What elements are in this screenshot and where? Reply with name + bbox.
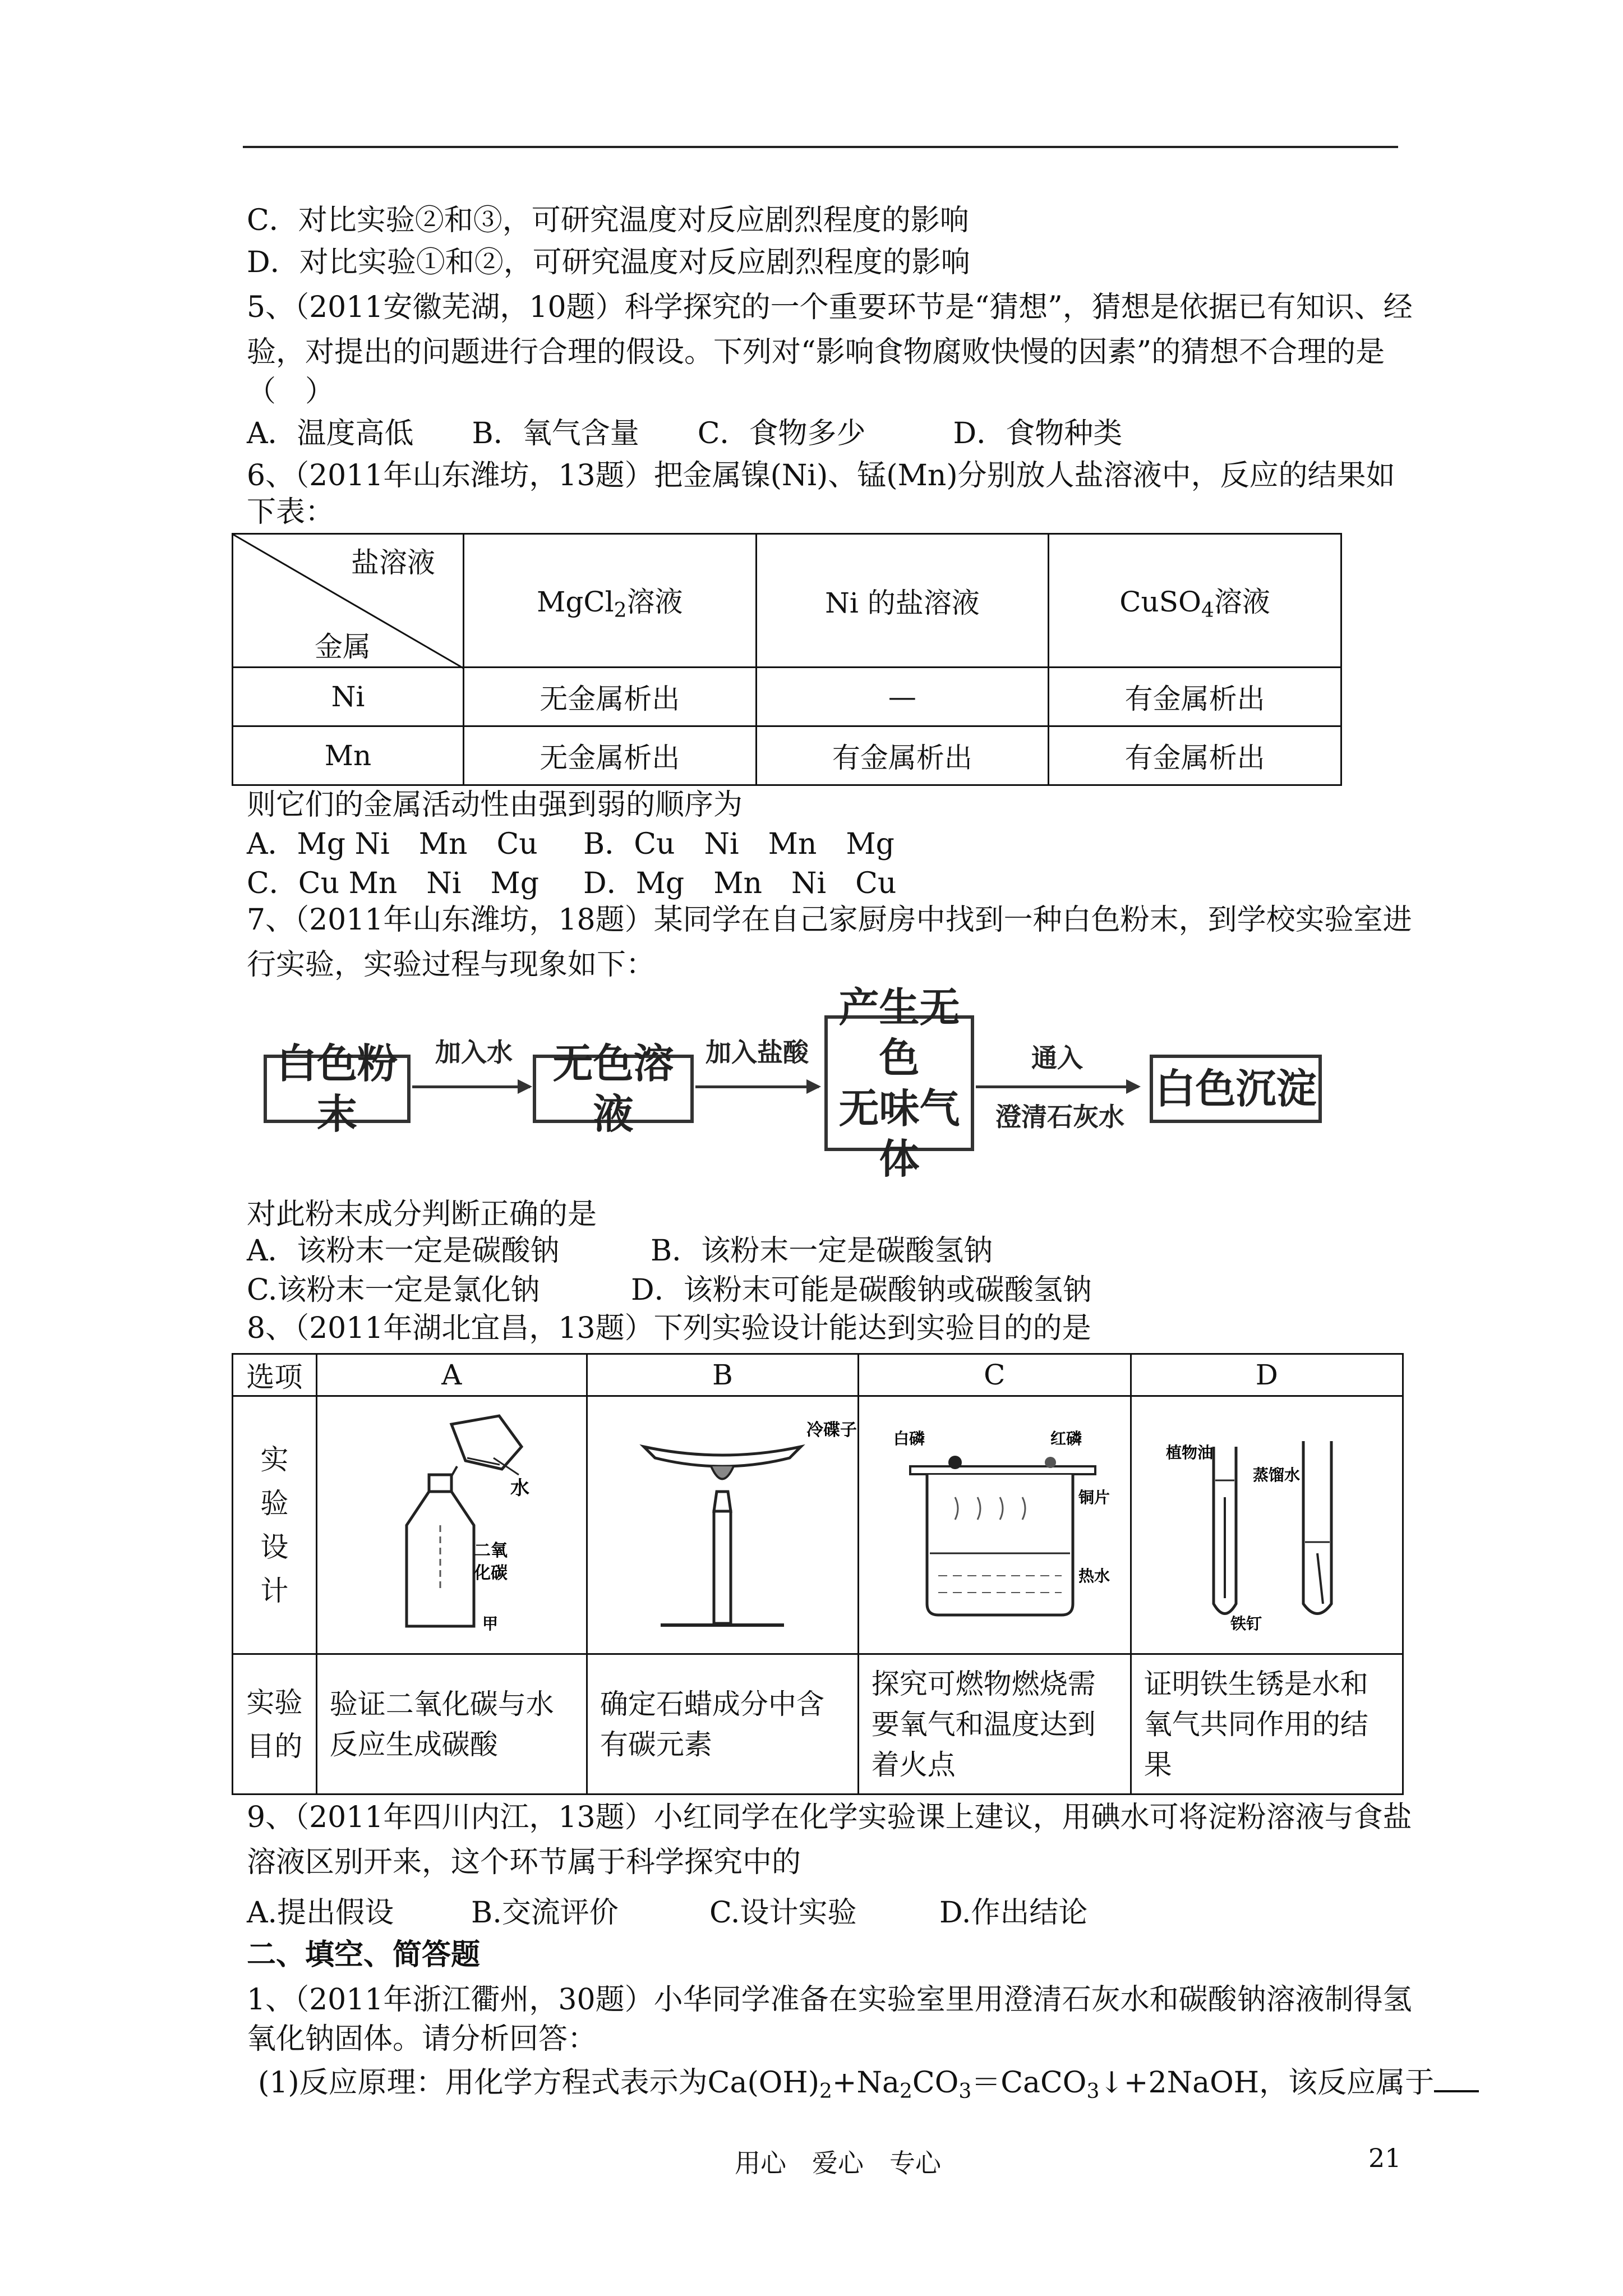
question-6-option-c: C．Cu Mn Ni Mg — [247, 867, 539, 900]
col-header-d: D — [1131, 1354, 1403, 1396]
figure-c-cell — [858, 1396, 1131, 1654]
col-header-a: A — [316, 1354, 587, 1396]
label-copper-sheet: 铜片 — [1078, 1488, 1110, 1507]
question-7-line1: 7、（2011年山东潍坊，18题）某同学在自己家厨房中找到一种白色粉末，到学校实验室进 — [247, 903, 1412, 937]
flow-box-white-precipitate: 白色沉淀 — [1150, 1055, 1322, 1123]
header-metal: 金属 — [315, 631, 371, 663]
diagonal-header-cell — [233, 534, 464, 668]
question-9-option-a: A.提出假设 — [247, 1896, 394, 1930]
question-6-line1: 6、（2011年山东潍坊，13题）把金属镍(Ni)、锰(Mn)分别放人盐溶液中，反应的结果如 — [247, 459, 1395, 493]
question-6-line2: 下表： — [247, 495, 335, 529]
flow-arrow-3 — [976, 1085, 1138, 1088]
row-metal: Mn — [233, 726, 464, 785]
figure-c-beaker — [877, 1413, 1112, 1637]
flow-box-gas: 产生无色 无味气体 — [824, 1015, 974, 1151]
table-cell: 有金属析出 — [1049, 668, 1341, 726]
purpose-d: 证明铁生锈是水和氧气共同作用的结果 — [1131, 1654, 1403, 1795]
question-6-option-d: D．Mg Mn Ni Cu — [583, 867, 897, 900]
header-rule — [243, 146, 1398, 148]
section-2-q1-equation: (1)反应原理：用化学方程式表示为$Ca(OH)_2+Na_2CO_3=CaCO_3↓+2NaOH$，该反应属于 — [258, 2063, 1479, 2111]
section-2-heading: 二、填空、简答题 — [247, 1938, 481, 1972]
flow-arrow-2 — [695, 1085, 819, 1088]
header-salt-solution: 盐溶液 — [351, 546, 435, 579]
question-9-option-d: D.作出结论 — [939, 1896, 1088, 1930]
experiment-flowchart — [264, 984, 1329, 1182]
col-header-c: C — [858, 1354, 1131, 1396]
experiment-design-table — [232, 1353, 1404, 1795]
col-header-option: 选项 — [233, 1354, 317, 1396]
question-5-line1: 5、（2011安徽芜湖，10题）科学探究的一个重要环节是“猜想”，猜想是依据已有知识、经 — [247, 291, 1413, 324]
question-7-line2: 行实验，实验过程与现象如下： — [247, 948, 656, 982]
question-6-prompt: 则它们的金属活动性由强到弱的顺序为 — [247, 788, 743, 822]
section-2-q1-line2: 氧化钠固体。请分析回答： — [247, 2022, 597, 2056]
label-co2-line2: 化碳 — [474, 1563, 508, 1583]
section-2-q1-line1: 1、（2011年浙江衢州，30题）小华同学准备在实验室里用澄清石灰水和碳酸钠溶液制得氢 — [247, 1983, 1412, 2017]
flow-label-pass-into: 通入 — [1031, 1043, 1083, 1073]
label-water: 水 — [510, 1476, 530, 1499]
figure-a-cell — [316, 1396, 587, 1654]
figure-d-cell — [1131, 1396, 1403, 1654]
question-9-option-c: C.设计实验 — [709, 1896, 857, 1930]
col-ni-salt: Ni 的盐溶液 — [756, 534, 1048, 668]
question-9-option-b: B.交流评价 — [471, 1896, 619, 1930]
footer-motto: 用心 爱心 专心 — [735, 2148, 941, 2178]
page-number: 21 — [1368, 2143, 1401, 2173]
flow-arrow-1 — [412, 1085, 530, 1088]
col-header-b: B — [587, 1354, 858, 1396]
purpose-b: 确定石蜡成分中含有碳元素 — [587, 1654, 858, 1795]
question-9-line1: 9、（2011年四川内江，13题）小红同学在化学实验课上建议，用碘水可将淀粉溶液与食盐 — [247, 1801, 1412, 1834]
question-5-options: A．温度高低 B．氧气含量 C．食物多少 D．食物种类 — [247, 417, 1123, 450]
table-row — [233, 668, 1341, 726]
table-cell: 无金属析出 — [463, 726, 756, 785]
table-cell: — — [756, 668, 1048, 726]
figure-b-candle — [621, 1413, 857, 1637]
question-7-option-c: C.该粉末一定是氯化钠 — [247, 1273, 540, 1307]
label-figure-a-tag: 甲 — [482, 1614, 499, 1633]
label-hot-water: 热水 — [1078, 1566, 1110, 1585]
question-7-option-d: D．该粉末可能是碳酸钠或碳酸氢钠 — [631, 1273, 1092, 1307]
purpose-c: 探究可燃物燃烧需要氧气和温度达到着火点 — [858, 1654, 1131, 1795]
flow-box-white-powder: 白色粉末 — [264, 1055, 411, 1123]
col-cuso4: CuSO$_4$溶液 — [1049, 534, 1341, 668]
question-8-line1: 8、（2011年湖北宜昌，13题）下列实验设计能达到实验目的的是 — [247, 1312, 1091, 1345]
label-co2-line1: 二氧 — [474, 1540, 508, 1561]
question-7-option-a: A．该粉末一定是碳酸钠 — [247, 1234, 560, 1268]
question-6-option-b: B．Cu Ni Mn Mg — [583, 827, 895, 861]
metal-reaction-table — [232, 533, 1342, 786]
row-metal: Ni — [233, 668, 464, 726]
flow-label-add-water: 加入水 — [435, 1037, 513, 1068]
flow-box-colorless-solution: 无色溶液 — [533, 1055, 694, 1123]
figure-b-cell — [587, 1396, 858, 1654]
label-red-phosphorus: 红磷 — [1050, 1429, 1082, 1448]
table-cell: 无金属析出 — [463, 668, 756, 726]
option-d-line: D．对比实验①和②，可研究温度对反应剧烈程度的影响 — [247, 246, 970, 279]
label-cold-dish: 冷碟子 — [806, 1420, 857, 1440]
label-plant-oil: 植物油 — [1165, 1443, 1213, 1462]
question-5-line2: 验，对提出的问题进行合理的假设。下列对“影响食物腐败快慢的因素”的猜想不合理的是 — [247, 335, 1385, 369]
answer-blank[interactable] — [1434, 2068, 1479, 2092]
table-cell: 有金属析出 — [1049, 726, 1341, 785]
question-5-paren: （ ） — [247, 375, 335, 408]
question-6-option-a: A．Mg Ni Mn Cu — [247, 827, 538, 861]
flow-label-add-hcl: 加入盐酸 — [706, 1037, 809, 1068]
row-label-design: 实 验 设 计 — [233, 1396, 317, 1654]
figure-a-bottle — [367, 1413, 536, 1637]
figure-d-test-tubes — [1155, 1413, 1379, 1637]
label-iron-nail: 铁钉 — [1230, 1614, 1262, 1633]
purpose-a: 验证二氧化碳与水反应生成碳酸 — [316, 1654, 587, 1795]
row-label-purpose: 实验 目的 — [233, 1654, 317, 1795]
flow-label-limewater: 澄清石灰水 — [995, 1102, 1124, 1132]
label-white-phosphorus: 白磷 — [893, 1429, 925, 1448]
table-row — [233, 726, 1341, 785]
question-7-prompt: 对此粉末成分判断正确的是 — [247, 1198, 597, 1231]
question-7-option-b: B．该粉末一定是碳酸氢钠 — [651, 1234, 993, 1268]
table-cell: 有金属析出 — [756, 726, 1048, 785]
option-c-line: C．对比实验②和③，可研究温度对反应剧烈程度的影响 — [247, 204, 969, 237]
label-distilled-water: 蒸馏水 — [1252, 1465, 1300, 1484]
col-mgcl2: MgCl$_2$溶液 — [463, 534, 756, 668]
question-9-line2: 溶液区别开来，这个环节属于科学探究中的 — [247, 1846, 801, 1879]
